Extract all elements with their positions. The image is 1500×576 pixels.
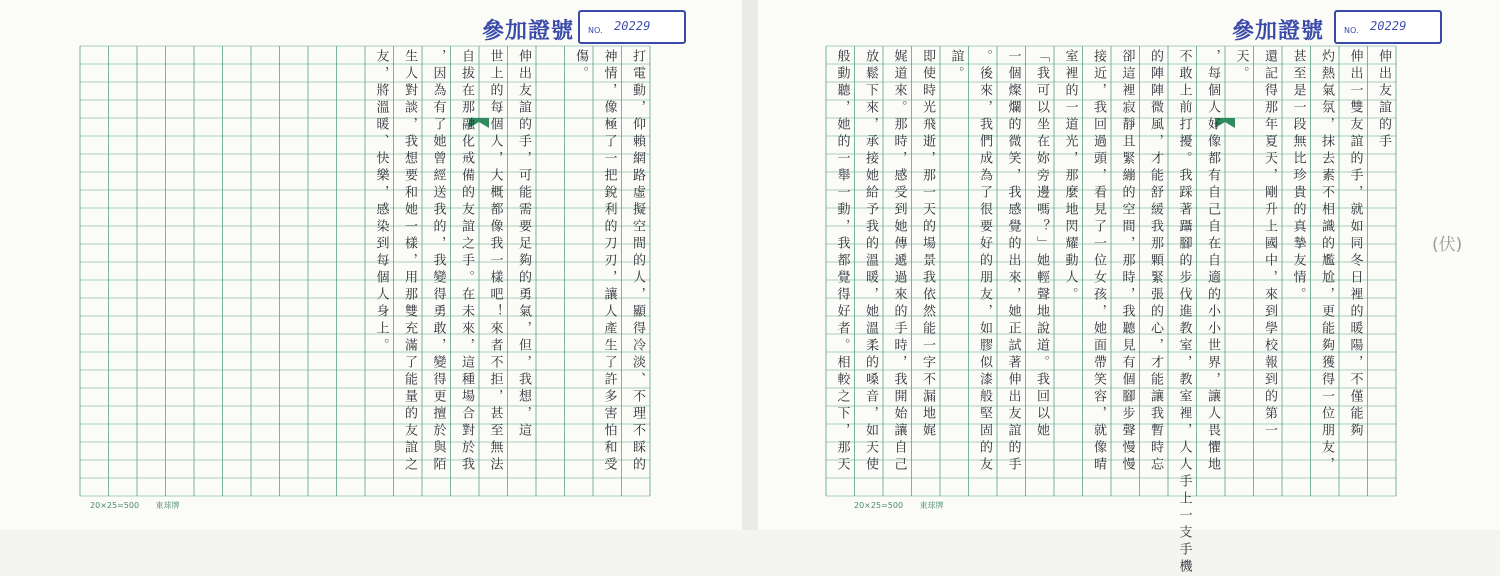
text-column: 打電動，仰賴網路虛擬空間的人，顯得冷淡、不理不睬的 [630,49,645,474]
text-column: 傷。 [573,49,588,83]
text-column: 甚至是一段無比珍貴的真摯友情。 [1290,49,1306,304]
text-column: 生人對談，我想要和她一樣，用那雙充滿了能量的友誼之 [402,49,417,474]
entry-number-label-right: NO. [1344,26,1359,35]
text-column: 室裡的一道光，那麼地閃耀動人。 [1062,49,1078,304]
text-column: 娓道來。那時，感受到她傳遞過來的手時，我開始讓自己 [891,49,907,474]
footer-grid-spec: 20×25=500 東球牌 [90,501,180,510]
text-column: 般動聽，她的一舉一動，我都覺得好者。相較之下，那天 [834,49,850,474]
text-column: 世上的每個人，大概都像我一樣吧！來者不拒，甚至無法 [487,49,503,474]
header-title: 參加證號 [482,18,575,44]
text-column: 卻這裡寂靜且緊繃的空間，那時，我聽見有個腳步聲慢慢 [1119,49,1135,474]
header-title-right: 參加證號 [1232,18,1325,44]
text-column: 即使時光飛逝，那一天的場景我依然能一字不漏地娓 [920,49,935,440]
page-mark: (伏) [1432,235,1463,255]
entry-number-value-right: 20229 [1368,19,1408,33]
text-column: 還記得那年夏天，剛升上國中，來到學校報到的第一 [1262,49,1277,440]
footer-grid-spec-right: 20×25=500 東球牌 [854,501,944,510]
text-column: 伸出友誼的手，可能需要足夠的勇氣，但，我想，這 [516,49,531,440]
footer-brand: 東球牌 [155,501,180,510]
text-column [540,46,563,499]
text-column: 的陣陣微風，才能舒緩我那顆緊張的心，才能讓我暫時忘 [1148,49,1163,474]
text-column: 神情，像極了一把銳利的刀刃，讓人產生了許多害怕和受 [601,49,617,474]
text-column: 放鬆下來，承接她給予我的溫暖，她溫柔的嗓音，如天使 [863,49,878,474]
entry-number-box [578,10,686,44]
left-manuscript-grid [80,46,700,496]
page-gutter [742,0,758,530]
entry-number-box-right [1334,10,1442,44]
text-column: 灼熱氣氛，抹去素不相識的尷尬，更能夠獲得一位朋友， [1319,49,1334,474]
text-column: ，因為有了她曾經送我的，我變得勇敢，變得更擅於與陌 [430,49,446,474]
entry-number-value: 20229 [612,19,652,33]
text-column: 不敢上前打擾。我踩著躡腳的步伐進教室，教室裡，人人手上一支手機 [1176,49,1192,576]
text-column: 「我可以坐在妳旁邊嗎？」她輕聲地說道。我回以她 [1034,49,1049,440]
text-column: 伸出友誼的手 [1376,49,1391,151]
left-page [0,0,742,530]
footer-brand-right: 東球牌 [919,501,944,510]
text-column: ，每個人好像都有自己自在自適的小小世界，讓人畏懼地 [1205,49,1220,474]
right-page [758,0,1500,576]
entry-number-label: NO. [588,26,603,35]
text-column: 接近，我回過頭，看見了一位女孩，她面帶笑容，就像晴 [1091,49,1106,474]
text-column: 誼。 [948,49,964,83]
text-column: 自拔在那融化戒備的友誼之手。在未來，這種場合對於我 [459,49,474,474]
text-column: 。後來，我們成為了很要好的朋友，如膠似漆般堅固的友 [977,49,992,474]
text-column: 天。 [1233,49,1249,83]
text-column: 伸出一雙友誼的手，就如同冬日裡的暖陽，不僅能夠 [1347,49,1363,440]
text-column: 一個燦爛的微笑，我感覺的出來，她正試著伸出友誼的手 [1005,49,1021,474]
text-column: 友，將溫暖、快樂，感染到每個人身上。 [373,49,389,355]
